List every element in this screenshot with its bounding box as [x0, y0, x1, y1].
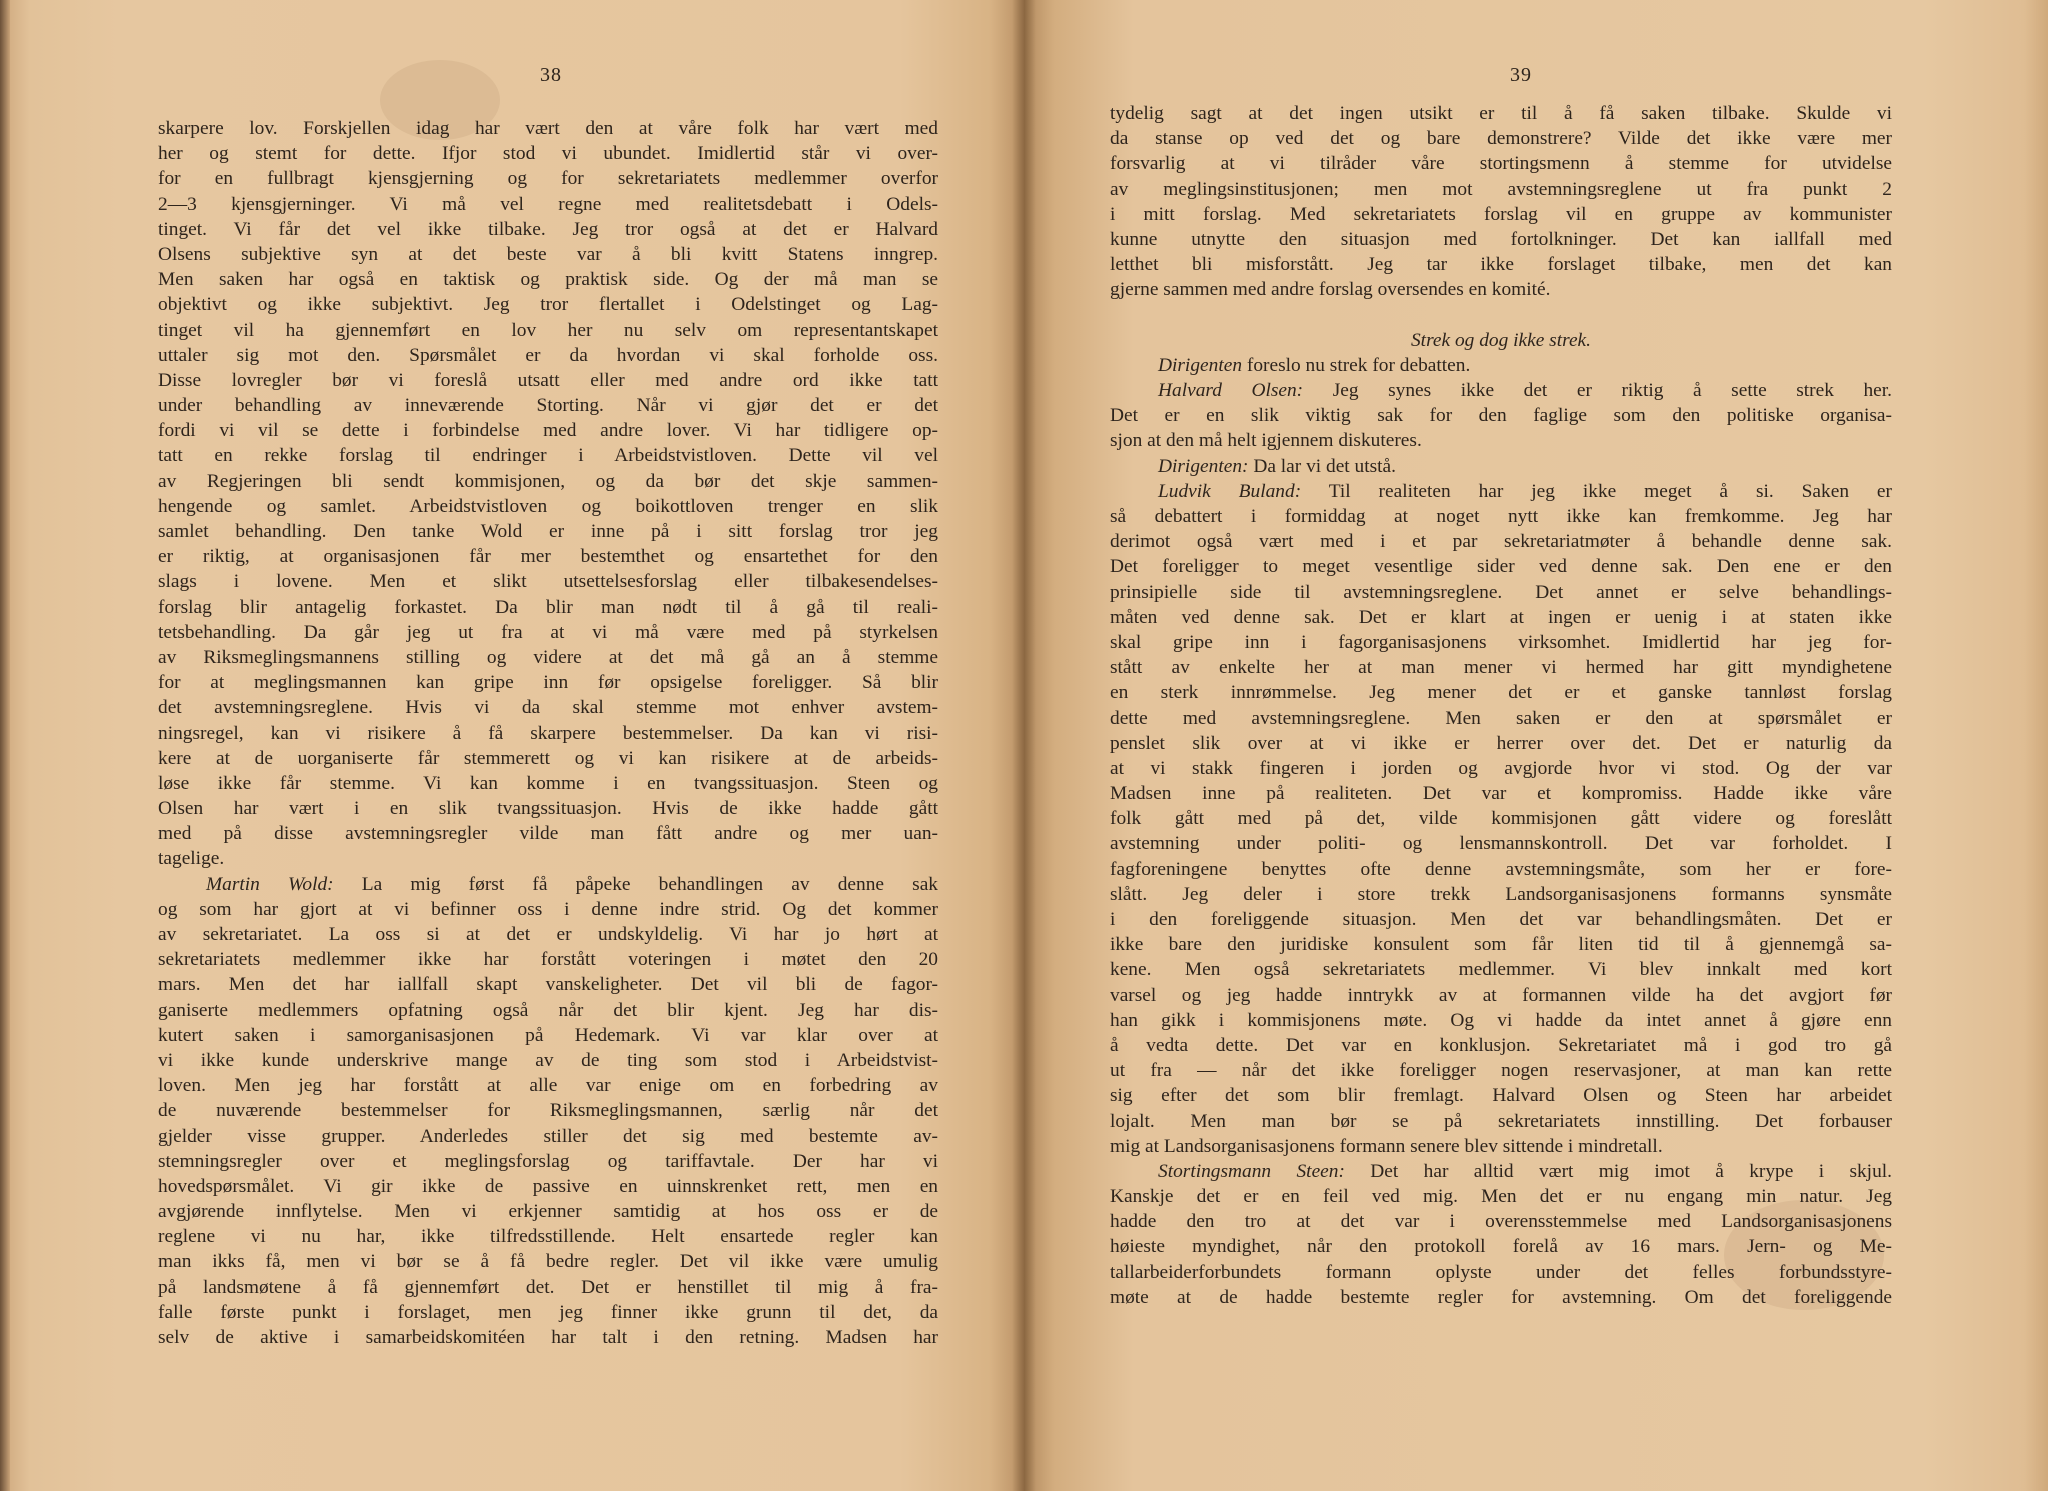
text-line — [1110, 756, 1892, 781]
text-line — [1110, 504, 1892, 529]
text-line — [158, 1300, 938, 1325]
text-line — [158, 519, 938, 544]
speaker-name: Dirigenten — [1158, 354, 1243, 376]
text-line — [1110, 932, 1892, 957]
text-line — [158, 922, 938, 947]
text-line — [158, 292, 938, 317]
page-edge — [0, 0, 10, 1491]
text-line — [158, 595, 938, 620]
line-text: Da lar vi det utstå. — [1248, 455, 1397, 477]
line-text: dette med avstemningsreglene. Men saken er den at spørsmålet er — [1110, 707, 1892, 729]
line-text: stemningsregler over et meglingsforslag og tariffavtale. Der har vi — [158, 1150, 938, 1172]
line-text: 2—3 kjensgjerninger. Vi må vel regne med realitetsdebatt i Odels- — [158, 193, 938, 215]
line-text: å vedta dette. Det var en konklusjon. Sekretariatet må i god tro gå — [1110, 1034, 1892, 1056]
text-line — [1110, 1184, 1892, 1209]
text-line — [1110, 378, 1892, 403]
text-line — [158, 771, 938, 796]
line-text: sekretariatets medlemmer ikke har forstått voteringen i møtet den 20 — [158, 949, 938, 971]
line-text: det avstemningsreglene. Hvis vi da skal stemme mot enhver avstem- — [158, 697, 938, 719]
text-line — [158, 947, 938, 972]
line-text: tinget. Vi får det vel ikke tilbake. Jeg tror også at det er Halvard — [158, 218, 938, 240]
line-text: falle første punkt i forslaget, men jeg finner ikke grunn til det, da — [158, 1301, 938, 1323]
speaker-name: Dirigenten: — [1158, 455, 1249, 477]
line-text: hengende og samlet. Arbeidstvistloven og boikottloven trenger en slik — [158, 495, 938, 517]
text-line — [1110, 907, 1892, 932]
text-line — [158, 494, 938, 519]
text-line — [1110, 882, 1892, 907]
text-line — [1110, 1008, 1892, 1033]
line-text: skal gripe inn i fagorganisasjonens virksomhet. Imidlertid har jeg for- — [1110, 631, 1892, 653]
line-text: av Riksmeglingsmannens stilling og videre at det må gå an å stemme — [158, 646, 938, 668]
text-line — [1110, 831, 1892, 856]
line-text: Det er en slik viktig sak for den faglige som den politiske organisa- — [1110, 405, 1892, 427]
line-text: skarpere lov. Forskjellen idag har vært den at våre folk har vært med — [158, 118, 938, 139]
speaker-name: Stortingsmann Steen: — [1158, 1160, 1345, 1182]
line-text: i mitt forslag. Med sekretariatets forslag vil en gruppe av kommunister — [1110, 203, 1892, 225]
text-line — [1110, 277, 1892, 302]
page-number: 39 — [1510, 64, 1532, 86]
text-line — [158, 393, 938, 418]
line-text: foreslo nu strek for debatten. — [1242, 354, 1471, 376]
text-line — [158, 897, 938, 922]
line-text: Madsen inne på realiteten. Det var et kompromiss. Hadde ikke våre — [1110, 783, 1892, 805]
line-text: ikke bare den juridiske konsulent som får liten tid til å gjennemgå sa- — [1110, 934, 1892, 956]
line-text: er riktig, at organisasjonen får mer bestemthet og ensartethet for den — [158, 546, 938, 568]
line-text: av sekretariatet. La oss si at det er undskyldelig. Vi har jo hørt at — [158, 924, 938, 945]
line-text: under behandling av inneværende Storting. Når vi gjør det er det — [158, 395, 938, 417]
line-text: forsvarlig at vi tilråder våre stortingsmenn å stemme for utvidelse — [1110, 153, 1892, 175]
line-text: ningsregel, kan vi risikere å få skarpere bestemmelser. Da kan vi risi- — [158, 722, 938, 744]
text-line — [1110, 1033, 1892, 1058]
text-line — [158, 695, 938, 720]
text-line — [1110, 630, 1892, 655]
line-text: Jeg synes ikke det er riktig å sette strek her. — [1303, 380, 1892, 402]
line-text: Det foreligger to meget vesentlige sider ved denne sak. Den ene er den — [1110, 556, 1892, 578]
line-text: at vi stakk fingeren i jorden og avgjorde hvor vi stod. Og der var — [1110, 757, 1892, 779]
line-text: her og stemt for dette. Ifjor stod vi ubundet. Imidlertid står vi over- — [158, 143, 938, 165]
line-text: slått. Jeg deler i store trekk Landsorganisasjonens formanns synsmåte — [1110, 883, 1892, 905]
line-text: Disse lovregler bør vi foreslå utsatt eller med andre ord ikke tatt — [158, 369, 938, 391]
line-text: for en fullbragt kjensgjerning og for sekretariatets medlemmer overfor — [158, 168, 938, 190]
line-text: vi ikke kunde underskrive mange av de ting som stod i Arbeidstvist- — [158, 1049, 938, 1071]
speaker-name: Halvard Olsen: — [1158, 380, 1304, 402]
text-line — [1110, 454, 1892, 479]
line-text: mars. Men det har iallfall skapt vanskeligheter. Det vil bli de fagor- — [158, 974, 938, 996]
text-line — [158, 1098, 938, 1123]
text-line — [1110, 1260, 1892, 1285]
line-text: slags i lovene. Men et slikt utsettelsesforslag eller tilbakesendelses- — [158, 571, 938, 593]
text-line — [1110, 252, 1892, 277]
text-line — [1110, 806, 1892, 831]
page-body-text — [1110, 101, 1892, 1310]
text-line — [1110, 1058, 1892, 1083]
text-line — [1110, 1134, 1892, 1159]
line-text: tetsbehandling. Da går jeg ut fra at vi må være med på styrkelsen — [158, 621, 938, 643]
line-text: gjelder visse grupper. Anderledes stiller det sig med bestemte av- — [158, 1125, 938, 1147]
text-line — [158, 1023, 938, 1048]
line-text: fagforeningene benyttes ofte denne avstemningsmåte, som her er fore- — [1110, 858, 1892, 880]
text-line — [158, 1073, 938, 1098]
line-text: i den foreliggende situasjon. Men det var behandlingsmåten. Det er — [1110, 909, 1892, 930]
text-line — [158, 242, 938, 267]
speaker-name: Ludvik Buland: — [1158, 480, 1302, 502]
text-line — [1110, 1083, 1892, 1108]
text-line — [1110, 983, 1892, 1008]
line-text: tagelige. — [158, 848, 225, 870]
line-text: mig at Landsorganisasjonens formann senere blev sittende i mindretall. — [1110, 1135, 1663, 1157]
text-line — [158, 1149, 938, 1174]
line-text: sjon at den må helt igjennem diskuteres. — [1110, 430, 1422, 452]
text-line — [158, 796, 938, 821]
text-line — [1110, 479, 1892, 504]
line-text: Til realiteten har jeg ikke meget å si. Saken er — [1301, 480, 1892, 502]
text-line — [158, 166, 938, 191]
text-line — [1110, 303, 1892, 328]
text-line — [158, 846, 938, 871]
line-text: tydelig sagt at det ingen utsikt er til å få saken tilbake. Skulde vi — [1110, 103, 1892, 124]
line-text: ganiserte medlemmers opfatning også når det blir kjent. Jeg har dis- — [158, 999, 938, 1021]
line-text: fordi vi vil se dette i forbindelse med andre lover. Vi har tidligere op- — [158, 420, 938, 442]
text-line — [1110, 680, 1892, 705]
line-text: og som har gjort at vi befinner oss i denne indre strid. Og det kommer — [158, 898, 938, 920]
page-body-text — [158, 116, 938, 1350]
text-line — [158, 443, 938, 468]
text-line — [1110, 1234, 1892, 1259]
line-text: objektivt og ikke subjektivt. Jeg tror flertallet i Odelstinget og Lag- — [158, 294, 938, 316]
text-line — [158, 998, 938, 1023]
text-line — [158, 1249, 938, 1274]
line-text: de nuværende bestemmelser for Riksmeglingsmannen, særlig når det — [158, 1100, 938, 1122]
text-line — [1110, 857, 1892, 882]
line-text: uttaler sig mot den. Spørsmålet er da hvordan vi skal forholde oss. — [158, 344, 938, 366]
line-text: Det har alltid vært mig imot å krype i skjul. — [1344, 1160, 1892, 1182]
line-text: selv de aktive i samarbeidskomitéen har talt i den retning. Madsen har — [158, 1327, 938, 1348]
section-heading — [1110, 328, 1892, 353]
text-line — [1110, 1285, 1892, 1310]
text-line — [158, 318, 938, 343]
line-text: tinget vil ha gjennemført en lov her nu selv om representantskapet — [158, 319, 938, 341]
text-line — [1110, 227, 1892, 252]
text-line — [1110, 781, 1892, 806]
line-text: lojalt. Men man bør se på sekretariatets innstilling. Det forbauser — [1110, 1110, 1892, 1132]
line-text: måten ved denne sak. Det er klart at ingen er uenig i at staten ikke — [1110, 606, 1892, 628]
text-line — [158, 645, 938, 670]
line-text: for at meglingsmannen kan gripe inn før opsigelse foreligger. Så blir — [158, 672, 938, 694]
line-text: tatt en rekke forslag til endringer i Arbeidstvistloven. Dette vil vel — [158, 445, 938, 467]
line-text: samlet behandling. Den tanke Wold er inne på i sitt forslag tror jeg — [158, 521, 938, 542]
line-text: da stanse op ved det og bare demonstrere? Vilde det ikke være mer — [1110, 128, 1892, 150]
line-text: Men saken har også en taktisk og praktisk side. Og der må man se — [158, 269, 938, 291]
line-text: man ikks få, men vi bør se å få bedre regler. Det vil ikke være umulig — [158, 1251, 938, 1273]
text-line — [158, 343, 938, 368]
text-line — [158, 620, 938, 645]
text-line — [158, 192, 938, 217]
text-line — [1110, 731, 1892, 756]
line-text: hadde den tro at det var i overensstemmelse med Landsorganisasjonens — [1110, 1211, 1892, 1233]
line-text: Olsen har vært i en slik tvangssituasjon. Hvis de ikke hadde gått — [158, 798, 938, 820]
text-line — [1110, 706, 1892, 731]
text-line — [1110, 580, 1892, 605]
text-line — [1110, 101, 1892, 126]
line-text: kere at de uorganiserte får stemmerett og vi kan risikere at de arbeids- — [158, 747, 938, 769]
text-line — [1110, 202, 1892, 227]
page-number: 38 — [540, 64, 562, 86]
line-text: Kanskje det er en feil ved mig. Men det er nu engang min natur. Jeg — [1110, 1186, 1892, 1208]
text-line — [1110, 554, 1892, 579]
line-text: så debattert i formiddag at noget nytt ikke kan fremkomme. Jeg har — [1110, 506, 1892, 527]
text-line — [158, 1174, 938, 1199]
text-line — [1110, 1109, 1892, 1134]
text-line — [1110, 428, 1892, 453]
text-line — [158, 469, 938, 494]
text-line — [158, 721, 938, 746]
line-text: stått av enkelte her at man mener vi hermed har gitt myndighetene — [1110, 657, 1892, 679]
text-line — [158, 1325, 938, 1350]
book-gutter — [1012, 0, 1036, 1491]
text-line — [1110, 353, 1892, 378]
text-line — [158, 1199, 938, 1224]
line-text: derimot også vært med i et par sekretariatmøter å behandle denne sak. — [1110, 531, 1892, 553]
line-text: på landsmøtene å få gjennemført det. Det er henstillet til mig å fra- — [158, 1276, 938, 1298]
speaker-name: Martin Wold: — [206, 873, 334, 895]
text-line — [158, 217, 938, 242]
text-line — [1110, 1209, 1892, 1234]
text-line — [158, 116, 938, 141]
line-text: møte at de hadde bestemte regler for avstemning. Om det foreliggende — [1110, 1286, 1892, 1308]
text-line — [158, 1224, 938, 1249]
text-line — [158, 972, 938, 997]
text-line — [1110, 957, 1892, 982]
text-line — [158, 1048, 938, 1073]
line-text: med på disse avstemningsregler vilde man fått andre og mer uan- — [158, 823, 938, 845]
line-text: av meglingsinstitusjonen; men mot avstemningsreglene ut fra punkt 2 — [1110, 178, 1892, 200]
text-line — [158, 544, 938, 569]
line-text: en sterk innrømmelse. Jeg mener det er et ganske tannløst forslag — [1110, 682, 1892, 704]
line-text: kene. Men også sekretariatets medlemmer. Vi blev innkalt med kort — [1110, 959, 1892, 981]
line-text: tallarbeiderforbundets formann oplyste under det felles forbundsstyre- — [1110, 1261, 1892, 1283]
line-text: kunne utnytte den situasjon med fortolkninger. Det kan iallfall med — [1110, 228, 1892, 250]
text-line — [158, 821, 938, 846]
line-text: folk gått med på det, vilde kommisjonen gått videre og foreslått — [1110, 808, 1892, 830]
text-line — [1110, 655, 1892, 680]
text-line — [158, 368, 938, 393]
text-line — [1110, 177, 1892, 202]
line-text: hovedspørsmålet. Vi gir ikke de passive en uinnskrenket rett, men en — [158, 1175, 938, 1197]
text-line — [158, 872, 938, 897]
text-line — [158, 1275, 938, 1300]
line-text: letthet bli misforstått. Jeg tar ikke forslaget tilbake, men det kan — [1110, 254, 1892, 276]
text-line — [1110, 151, 1892, 176]
text-line — [158, 141, 938, 166]
text-line — [158, 670, 938, 695]
line-text: han gikk i kommisjonens møte. Og vi hadde da intet annet å gjøre enn — [1110, 1009, 1892, 1031]
text-line — [1110, 529, 1892, 554]
text-line — [1110, 605, 1892, 630]
line-text: prinsipielle side til avstemningsreglene. Det annet er selve behandlings- — [1110, 581, 1892, 603]
line-text: Olsens subjektive syn at det beste var å bli kvitt Statens inngrep. — [158, 243, 938, 265]
line-text: reglene vi nu har, ikke tilfredsstillende. Helt ensartede regler kan — [158, 1226, 938, 1248]
line-text: sig efter det som blir fremlagt. Halvard Olsen og Steen har arbeidet — [1110, 1085, 1892, 1107]
line-text: penslet slik over at vi ikke er herrer over det. Det er naturlig da — [1110, 732, 1892, 754]
line-text: avgjørende innflytelse. Men vi erkjenner samtidig at hos oss er de — [158, 1201, 938, 1223]
line-text: forslag blir antagelig forkastet. Da blir man nødt til å gå til reali- — [158, 596, 938, 618]
text-line — [158, 267, 938, 292]
text-line — [158, 569, 938, 594]
line-text: avstemning under politi- og lensmannskontroll. Det var forholdet. I — [1110, 833, 1892, 855]
line-text: La mig først få påpeke behandlingen av denne sak — [333, 873, 938, 895]
text-line — [1110, 126, 1892, 151]
line-text: loven. Men jeg har forstått at alle var enige om en forbedring av — [158, 1075, 938, 1097]
text-line — [1110, 403, 1892, 428]
line-text: Strek og dog ikke strek. — [1410, 329, 1592, 351]
line-text: høieste myndighet, når den protokoll forelå av 16 mars. Jern- og Me- — [1110, 1236, 1892, 1258]
line-text: varsel og jeg hadde inntrykk av at formannen vilde ha det avgjort før — [1110, 984, 1892, 1006]
line-text: gjerne sammen med andre forslag oversendes en komité. — [1110, 279, 1551, 301]
line-text: ut fra — når det ikke foreligger nogen reservasjoner, at man kan rette — [1110, 1060, 1892, 1082]
text-line — [1110, 1159, 1892, 1184]
text-line — [158, 746, 938, 771]
text-line — [158, 1124, 938, 1149]
right-page — [1024, 0, 2048, 1491]
text-line — [158, 418, 938, 443]
line-text: av Regjeringen bli sendt kommisjonen, og da bør det skje sammen- — [158, 470, 938, 492]
line-text: kutert saken i samorganisasjonen på Hedemark. Vi var klar over at — [158, 1024, 938, 1046]
line-text: løse ikke får stemme. Vi kan komme i en tvangssituasjon. Steen og — [158, 772, 938, 794]
